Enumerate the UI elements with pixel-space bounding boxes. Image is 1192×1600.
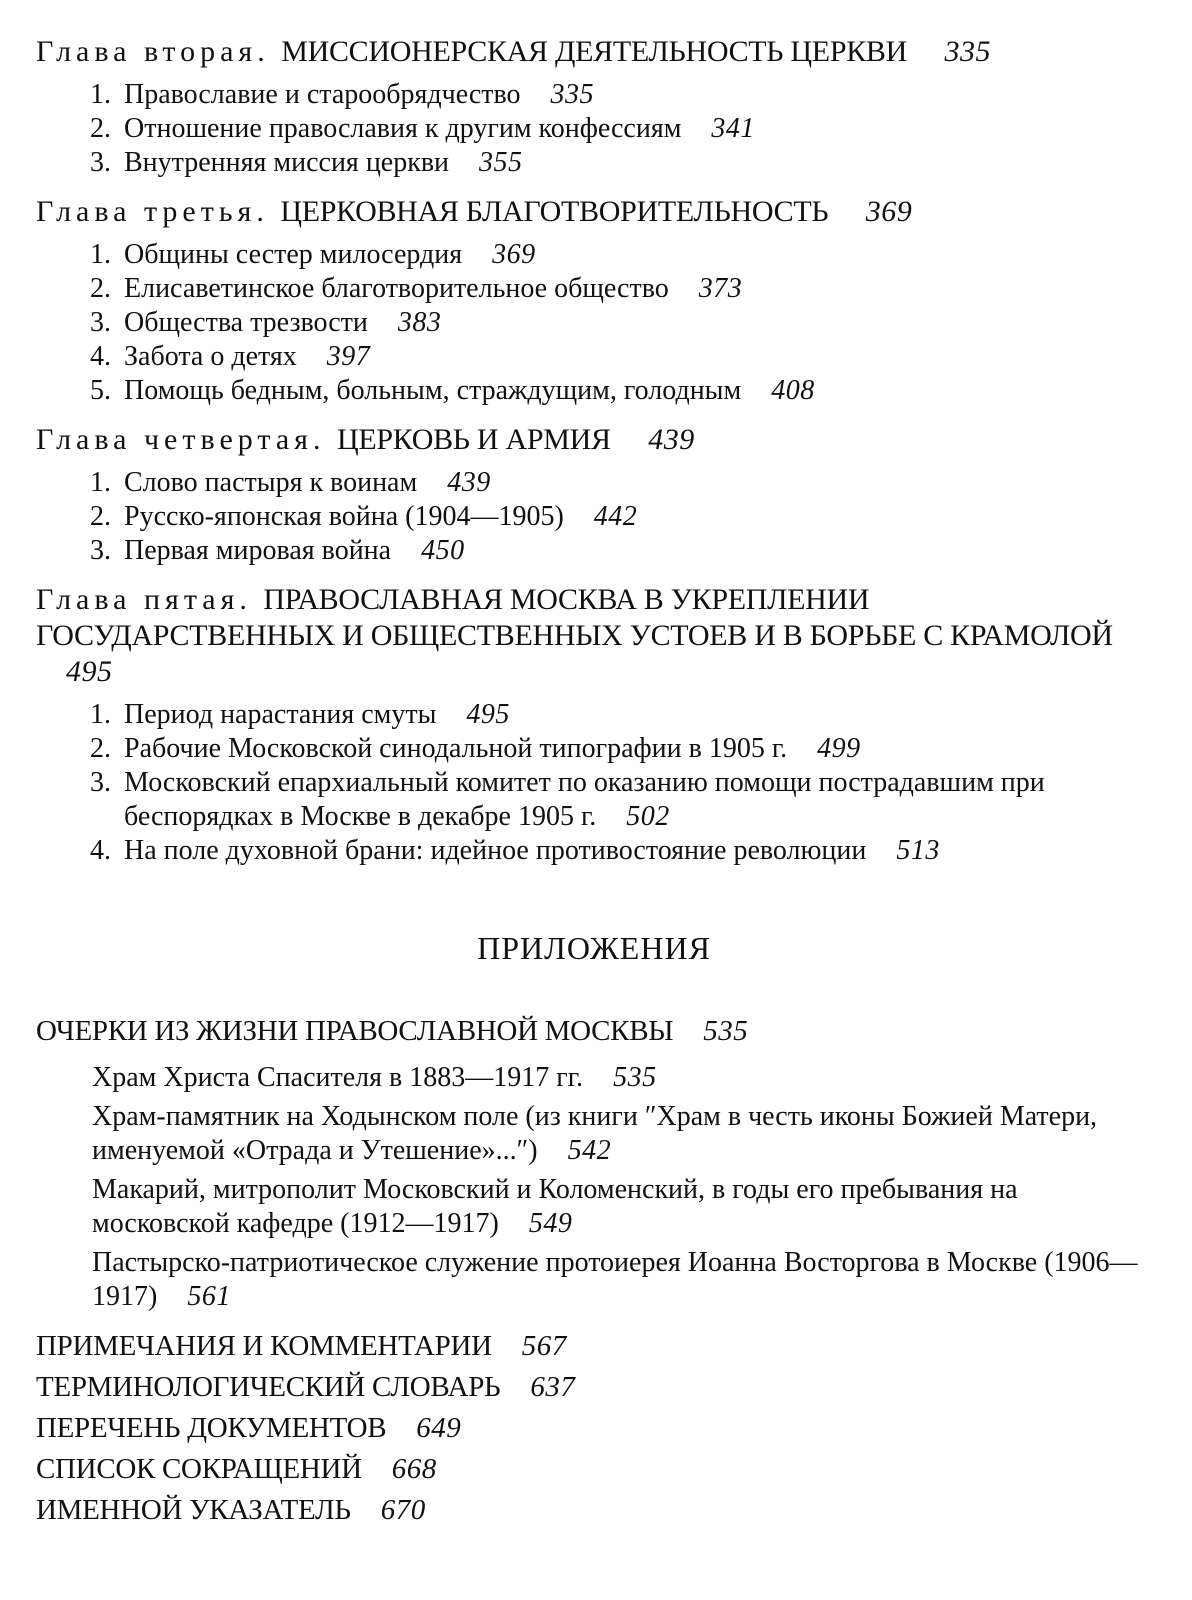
- back-matter-page-number: 567: [521, 1330, 567, 1362]
- essay-title: Макарий, митрополит Московский и Коломенский, в годы его пребывания на московской кафедре (1912—1917): [92, 1174, 1018, 1239]
- section-title: Период нарастания смуты: [124, 699, 437, 730]
- essay-page-number: 542: [567, 1135, 612, 1166]
- section-number: 1.: [90, 699, 111, 730]
- essay-page-number: 535: [613, 1062, 657, 1093]
- back-matter-title: ПЕРЕЧЕНЬ ДОКУМЕНТОВ: [36, 1412, 387, 1444]
- back-matter-page-number: 670: [380, 1494, 426, 1526]
- section-list: [36, 698, 1152, 868]
- back-matter-list: [36, 1326, 1152, 1531]
- section-entry: [90, 306, 1152, 340]
- chapter-5: [36, 582, 1152, 868]
- back-matter-entry: [36, 1326, 1152, 1367]
- section-page-number: 408: [771, 375, 815, 406]
- section-page-number: 495: [466, 699, 510, 730]
- essay-entry: [92, 1246, 1152, 1314]
- section-page-number: 513: [896, 835, 940, 866]
- section-page-number: 439: [447, 467, 491, 498]
- chapter-2: [36, 34, 1152, 180]
- section-title: Общины сестер милосердия: [124, 239, 463, 270]
- section-entry: [90, 732, 1152, 766]
- section-page-number: 335: [550, 79, 595, 110]
- essays-heading-page-number: 535: [703, 1015, 749, 1047]
- chapter-label: Глава вторая.: [36, 35, 270, 68]
- essay-entry: [92, 1061, 1152, 1095]
- essay-list: [36, 1061, 1152, 1314]
- chapter-page-number: 439: [648, 423, 695, 456]
- section-number: 4.: [90, 835, 111, 866]
- back-matter-entry: [36, 1490, 1152, 1531]
- section-entry: [90, 834, 1152, 868]
- section-title: Елисаветинское благотворительное общество: [124, 273, 669, 304]
- section-number: 5.: [90, 375, 111, 406]
- chapter-4: [36, 422, 1152, 568]
- section-title: Помощь бедным, больным, страждущим, голодным: [124, 375, 742, 406]
- back-matter-title: СПИСОК СОКРАЩЕНИЙ: [36, 1453, 362, 1485]
- section-number: 2.: [90, 501, 111, 532]
- section-title: Внутренняя миссия церкви: [124, 147, 450, 178]
- section-page-number: 383: [397, 307, 442, 338]
- appendices-heading: ПРИЛОЖЕНИЯ: [477, 930, 711, 966]
- back-matter-entry: [36, 1367, 1152, 1408]
- chapter-heading: [36, 422, 1152, 458]
- section-number: 1.: [90, 79, 111, 110]
- section-number: 2.: [90, 273, 111, 304]
- section-title: Рабочие Московской синодальной типографии в 1905 г.: [124, 733, 788, 764]
- chapter-heading: [36, 582, 1152, 690]
- section-title: Отношение православия к другим конфессиям: [124, 113, 682, 144]
- essay-page-number: 549: [528, 1208, 573, 1239]
- back-matter-page-number: 649: [416, 1412, 462, 1444]
- essay-title: Храм Христа Спасителя в 1883—1917 гг.: [92, 1062, 584, 1093]
- section-number: 3.: [90, 307, 111, 338]
- section-page-number: 499: [817, 733, 861, 764]
- section-number: 2.: [90, 733, 111, 764]
- chapter-title: МИССИОНЕРСКАЯ ДЕЯТЕЛЬНОСТЬ ЦЕРКВИ: [281, 35, 907, 68]
- section-list: [36, 466, 1152, 568]
- section-number: 1.: [90, 239, 111, 270]
- section-title: Общества трезвости: [124, 307, 368, 338]
- chapter-title: ЦЕРКОВНАЯ БЛАГОТВОРИТЕЛЬНОСТЬ: [280, 195, 829, 228]
- section-title: Русско-японская война (1904—1905): [124, 501, 564, 532]
- section-title: Московский епархиальный комитет по оказанию помощи пострадавшим при беспорядках в Москве в декабре 1905 г.: [124, 767, 1045, 832]
- chapter-title: ЦЕРКОВЬ И АРМИЯ: [336, 423, 611, 456]
- section-title: На поле духовной брани: идейное противостояние революции: [124, 835, 867, 866]
- section-title: Первая мировая война: [124, 535, 392, 566]
- section-page-number: 397: [326, 341, 371, 372]
- section-entry: [90, 374, 1152, 408]
- back-matter-page-number: 637: [530, 1371, 576, 1403]
- chapter-title: ПРАВОСЛАВНАЯ МОСКВА В УКРЕПЛЕНИИ ГОСУДАРСТВЕННЫХ И ОБЩЕСТВЕННЫХ УСТОЕВ И В БОРЬБЕ С КРАМОЛОЙ: [36, 583, 1113, 652]
- section-entry: [90, 272, 1152, 306]
- back-matter-entry: [36, 1408, 1152, 1449]
- section-page-number: 341: [711, 113, 755, 144]
- chapter-heading: [36, 194, 1152, 230]
- section-title: Забота о детях: [124, 341, 297, 372]
- essay-entry: [92, 1173, 1152, 1241]
- section-number: 3.: [90, 767, 111, 798]
- back-matter-title: ТЕРМИНОЛОГИЧЕСКИЙ СЛОВАРЬ: [36, 1371, 501, 1403]
- essay-entry: [92, 1100, 1152, 1168]
- section-page-number: 369: [492, 239, 536, 270]
- section-title: Православие и старообрядчество: [124, 79, 521, 110]
- essays-heading: [36, 1011, 1152, 1051]
- section-page-number: 442: [593, 501, 638, 532]
- back-matter-title: ПРИМЕЧАНИЯ И КОММЕНТАРИИ: [36, 1330, 492, 1362]
- chapter-page-number: 335: [944, 35, 991, 68]
- section-title: Слово пастыря к воинам: [124, 467, 418, 498]
- section-number: 2.: [90, 113, 111, 144]
- section-entry: [90, 698, 1152, 732]
- section-number: 3.: [90, 147, 111, 178]
- back-matter-page-number: 668: [391, 1453, 437, 1485]
- section-entry: [90, 766, 1152, 834]
- section-entry: [90, 78, 1152, 112]
- section-entry: [90, 238, 1152, 272]
- section-list: [36, 238, 1152, 408]
- back-matter-entry: [36, 1449, 1152, 1490]
- section-page-number: 373: [698, 273, 743, 304]
- section-entry: [90, 146, 1152, 180]
- section-entry: [90, 466, 1152, 500]
- essay-page-number: 561: [187, 1281, 231, 1312]
- chapter-label: Глава пятая.: [36, 583, 252, 616]
- chapter-label: Глава четвертая.: [36, 423, 326, 456]
- section-list: [36, 78, 1152, 180]
- essays-heading-title: ОЧЕРКИ ИЗ ЖИЗНИ ПРАВОСЛАВНОЙ МОСКВЫ: [36, 1015, 674, 1047]
- chapter-3: [36, 194, 1152, 408]
- section-page-number: 355: [479, 147, 523, 178]
- chapter-heading: [36, 34, 1152, 70]
- chapter-label: Глава третья.: [36, 195, 269, 228]
- section-number: 3.: [90, 535, 111, 566]
- section-entry: [90, 112, 1152, 146]
- section-number: 1.: [90, 467, 111, 498]
- section-entry: [90, 534, 1152, 568]
- back-matter-title: ИМЕННОЙ УКАЗАТЕЛЬ: [36, 1494, 351, 1526]
- essay-title: Храм-памятник на Ходынском поле (из книги ″Храм в честь иконы Божией Матери, именуемой «Отрада и Утешение»...″): [92, 1101, 1098, 1166]
- chapter-page-number: 369: [865, 195, 913, 228]
- section-page-number: 502: [626, 801, 670, 832]
- section-entry: [90, 340, 1152, 374]
- chapter-page-number: 495: [66, 655, 113, 688]
- section-page-number: 450: [421, 535, 465, 566]
- section-entry: [90, 500, 1152, 534]
- essay-title: Пастырско-патриотическое служение протоиерея Иоанна Восторгова в Москве (1906—1917): [92, 1247, 1138, 1312]
- section-number: 4.: [90, 341, 111, 372]
